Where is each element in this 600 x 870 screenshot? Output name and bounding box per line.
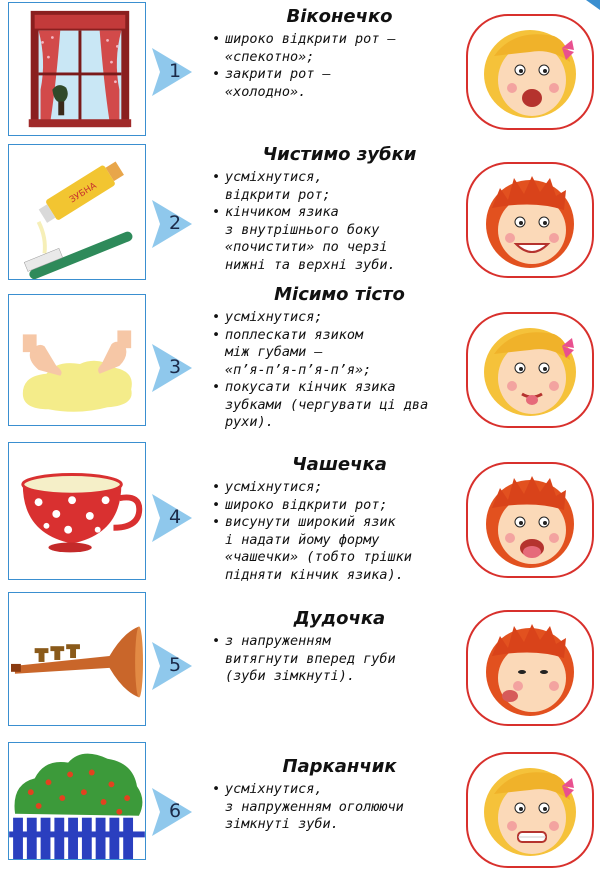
step-number: 1	[168, 60, 182, 82]
exercise-title: Парканчик	[282, 756, 397, 777]
step-arrow-3	[150, 342, 194, 394]
exercise-instructions	[212, 309, 467, 432]
boy-face-illustration	[466, 162, 594, 278]
exercise-title: Чашечка	[292, 454, 387, 475]
exercise-title: Дудочка	[293, 608, 386, 629]
step-number: 3	[168, 356, 182, 378]
dough-hands-icon	[9, 295, 145, 425]
exercise-title: Чистимо зубки	[262, 144, 417, 165]
step-number: 2	[168, 212, 182, 234]
exercise-instructions	[212, 781, 467, 834]
exercise-instructions	[212, 169, 467, 274]
toothbrush-toothpaste-icon	[9, 145, 145, 279]
step-arrow-4	[150, 492, 194, 544]
instruction-item: • усміхнутися;	[212, 479, 467, 497]
bush-illustration	[8, 742, 146, 860]
instruction-item: • висунути широкий язик і надати йому форму «чашечки» (тобто трішки підняти кінчик язика).	[212, 514, 467, 584]
instruction-item: • закрити рот — «холодно».	[212, 66, 467, 101]
exercise-title: Місимо тісто	[274, 284, 405, 305]
cup-illustration	[8, 442, 146, 580]
dough-illustration	[8, 294, 146, 426]
instruction-item: • з напруженням витягнути вперед губи (зуби зімкнуті).	[212, 633, 467, 686]
step-arrow-1	[150, 46, 194, 98]
exercise-instructions	[212, 479, 467, 584]
exercise-instructions	[212, 31, 467, 101]
toothbrush-illustration	[8, 144, 146, 280]
instruction-item: • усміхнутися, з напруженням оголюючи зімкнуті зуби.	[212, 781, 467, 834]
boy-face-illustration	[466, 610, 594, 726]
red-polka-dot-cup-icon	[9, 443, 145, 579]
girl-face-illustration	[466, 14, 594, 130]
exercise-instructions	[212, 633, 467, 686]
exercise-title: Віконечко	[286, 6, 393, 27]
toothpaste-label: ЗУБНА	[68, 181, 99, 206]
instruction-item: • поплескати язиком між губами — «п’я-п’я-п’я-п’я»;	[212, 327, 467, 380]
step-number: 4	[168, 506, 182, 528]
step-arrow-2	[150, 198, 194, 250]
instruction-item: • усміхнутися;	[212, 309, 467, 327]
instruction-item: • широко відкрити рот;	[212, 497, 467, 515]
trumpet-icon	[9, 593, 145, 725]
step-number: 5	[168, 654, 182, 676]
instruction-item: • покусати кінчик язика зубками (чергувати ці два рухи).	[212, 379, 467, 432]
step-arrow-6	[150, 786, 194, 838]
instruction-item: • кінчиком язика з внутрішнього боку «почистити» по черзі нижні та верхні зуби.	[212, 204, 467, 274]
corner-accent	[586, 0, 600, 10]
instruction-item: • усміхнутися, відкрити рот;	[212, 169, 467, 204]
trumpet-illustration	[8, 592, 146, 726]
window-icon	[9, 3, 145, 135]
step-arrow-5	[150, 640, 194, 692]
step-number: 6	[168, 800, 182, 822]
window-illustration	[8, 2, 146, 136]
green-bush-fence-icon	[9, 743, 145, 859]
instruction-item: • широко відкрити рот — «спекотно»;	[212, 31, 467, 66]
girl-face-illustration	[466, 752, 594, 868]
boy-face-illustration	[466, 462, 594, 578]
girl-face-illustration	[466, 312, 594, 428]
